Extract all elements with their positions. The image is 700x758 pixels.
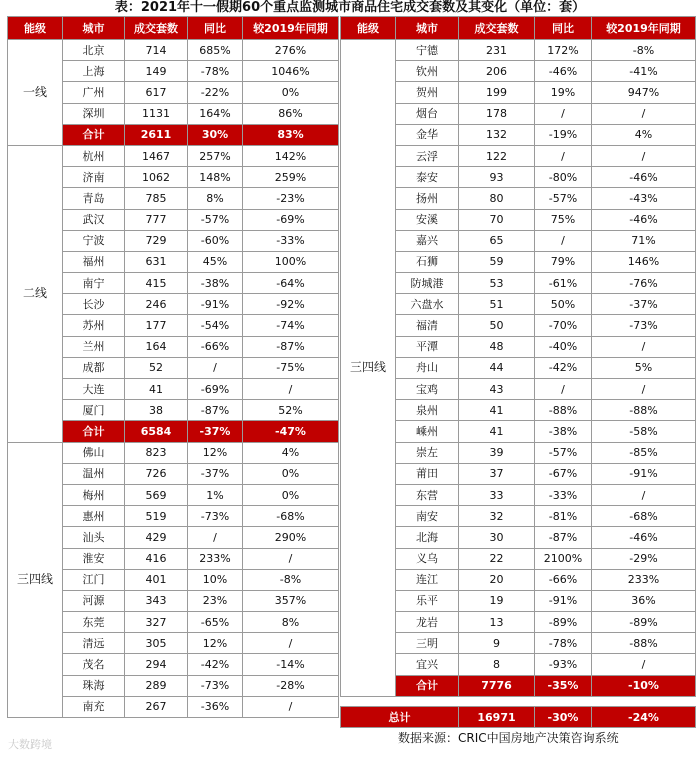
yoy-change: -87%	[535, 527, 592, 548]
city-name: 六盘水	[396, 294, 459, 315]
yoy-change: -80%	[535, 167, 592, 188]
deal-count: 177	[125, 315, 188, 336]
city-name: 扬州	[396, 188, 459, 209]
city-name: 连江	[396, 569, 459, 590]
city-name: 青岛	[63, 188, 125, 209]
vs-2019-change: 276%	[243, 40, 339, 61]
yoy-change: -67%	[535, 463, 592, 484]
city-name: 泉州	[396, 400, 459, 421]
deal-count: 38	[125, 400, 188, 421]
city-name: 龙岩	[396, 612, 459, 633]
vs-2019-change: 357%	[243, 590, 339, 611]
yoy-change: 257%	[188, 145, 243, 166]
city-name: 清远	[63, 633, 125, 654]
deal-count: 51	[459, 294, 535, 315]
yoy-change: /	[535, 230, 592, 251]
city-name: 南安	[396, 506, 459, 527]
city-name: 莆田	[396, 463, 459, 484]
deal-count: 1062	[125, 167, 188, 188]
vs-2019-change: -29%	[592, 548, 696, 569]
subtotal-vs-2019: 83%	[243, 124, 339, 145]
yoy-change: 19%	[535, 82, 592, 103]
header-yoy: 同比	[535, 17, 592, 40]
vs-2019-change: /	[243, 379, 339, 400]
deal-count: 30	[459, 527, 535, 548]
vs-2019-change: -37%	[592, 294, 696, 315]
deal-count: 416	[125, 548, 188, 569]
yoy-change: -87%	[188, 400, 243, 421]
city-name: 江门	[63, 569, 125, 590]
grand-total-yoy: -30%	[535, 707, 592, 728]
city-name: 惠州	[63, 506, 125, 527]
vs-2019-change: -88%	[592, 633, 696, 654]
deal-count: 164	[125, 336, 188, 357]
city-name: 大连	[63, 379, 125, 400]
vs-2019-change: /	[592, 379, 696, 400]
yoy-change: -46%	[535, 61, 592, 82]
tier-label: 二线	[8, 145, 63, 442]
yoy-change: -19%	[535, 124, 592, 145]
city-name: 兰州	[63, 336, 125, 357]
tier-label: 三四线	[8, 442, 63, 717]
vs-2019-change: 36%	[592, 590, 696, 611]
city-name: 宜兴	[396, 654, 459, 675]
vs-2019-change: 0%	[243, 484, 339, 505]
city-name: 茂名	[63, 654, 125, 675]
deal-count: 343	[125, 590, 188, 611]
yoy-change: -78%	[535, 633, 592, 654]
header-tier: 能级	[8, 17, 63, 40]
vs-2019-change: -41%	[592, 61, 696, 82]
city-name: 防城港	[396, 273, 459, 294]
table-row	[8, 145, 339, 166]
tier-label: 三四线	[341, 40, 396, 697]
deal-count: 305	[125, 633, 188, 654]
vs-2019-change: 52%	[243, 400, 339, 421]
yoy-change: -22%	[188, 82, 243, 103]
deal-count: 32	[459, 506, 535, 527]
subtotal-units: 6584	[125, 421, 188, 442]
vs-2019-change: -92%	[243, 294, 339, 315]
vs-2019-change: -46%	[592, 209, 696, 230]
vs-2019-change: -74%	[243, 315, 339, 336]
vs-2019-change: -91%	[592, 463, 696, 484]
city-name: 汕头	[63, 527, 125, 548]
table-title: 表：2021年十一假期60个重点监测城市商品住宅成交套数及其变化（单位：套）	[114, 0, 586, 15]
right-table	[340, 16, 696, 697]
yoy-change: -78%	[188, 61, 243, 82]
yoy-change: -57%	[535, 188, 592, 209]
subtotal-label: 合计	[63, 124, 125, 145]
header-vs-2019: 较2019年同期	[243, 17, 339, 40]
deal-count: 52	[125, 357, 188, 378]
city-name: 佛山	[63, 442, 125, 463]
deal-count: 41	[459, 421, 535, 442]
city-name: 宁德	[396, 40, 459, 61]
city-name: 金华	[396, 124, 459, 145]
yoy-change: 148%	[188, 167, 243, 188]
yoy-change: -91%	[188, 294, 243, 315]
yoy-change: -91%	[535, 590, 592, 611]
vs-2019-change: 1046%	[243, 61, 339, 82]
vs-2019-change: 4%	[592, 124, 696, 145]
city-name: 嵊州	[396, 421, 459, 442]
subtotal-yoy: -37%	[188, 421, 243, 442]
city-name: 厦门	[63, 400, 125, 421]
yoy-change: 2100%	[535, 548, 592, 569]
table-row	[8, 442, 339, 463]
deal-count: 294	[125, 654, 188, 675]
city-name: 义乌	[396, 548, 459, 569]
left-header-row	[8, 17, 339, 40]
grand-total-units: 16971	[459, 707, 535, 728]
yoy-change: 1%	[188, 484, 243, 505]
vs-2019-change: /	[243, 696, 339, 717]
yoy-change: /	[535, 145, 592, 166]
vs-2019-change: -43%	[592, 188, 696, 209]
left-table	[7, 16, 339, 718]
city-name: 杭州	[63, 145, 125, 166]
yoy-change: -66%	[535, 569, 592, 590]
city-name: 东营	[396, 484, 459, 505]
deal-count: 289	[125, 675, 188, 696]
yoy-change: -81%	[535, 506, 592, 527]
deal-count: 22	[459, 548, 535, 569]
city-name: 珠海	[63, 675, 125, 696]
yoy-change: /	[535, 103, 592, 124]
city-name: 济南	[63, 167, 125, 188]
subtotal-units: 2611	[125, 124, 188, 145]
subtotal-label: 合计	[63, 421, 125, 442]
deal-count: 41	[125, 379, 188, 400]
yoy-change: -66%	[188, 336, 243, 357]
deal-count: 327	[125, 612, 188, 633]
yoy-change: 10%	[188, 569, 243, 590]
deal-count: 80	[459, 188, 535, 209]
yoy-change: -57%	[188, 209, 243, 230]
grand-total-row	[341, 707, 696, 728]
deal-count: 9	[459, 633, 535, 654]
yoy-change: 8%	[188, 188, 243, 209]
vs-2019-change: -88%	[592, 400, 696, 421]
header-yoy: 同比	[188, 17, 243, 40]
city-name: 东莞	[63, 612, 125, 633]
deal-count: 415	[125, 273, 188, 294]
vs-2019-change: /	[592, 654, 696, 675]
deal-count: 631	[125, 251, 188, 272]
deal-count: 1467	[125, 145, 188, 166]
vs-2019-change: /	[592, 336, 696, 357]
yoy-change: 12%	[188, 442, 243, 463]
vs-2019-change: 146%	[592, 251, 696, 272]
yoy-change: -57%	[535, 442, 592, 463]
vs-2019-change: -87%	[243, 336, 339, 357]
watermark: 大数跨境	[8, 738, 52, 751]
yoy-change: -42%	[535, 357, 592, 378]
deal-count: 93	[459, 167, 535, 188]
yoy-change: -89%	[535, 612, 592, 633]
vs-2019-change: /	[243, 548, 339, 569]
vs-2019-change: -8%	[243, 569, 339, 590]
header-city: 城市	[396, 17, 459, 40]
deal-count: 519	[125, 506, 188, 527]
yoy-change: 233%	[188, 548, 243, 569]
city-name: 云浮	[396, 145, 459, 166]
vs-2019-change: -46%	[592, 167, 696, 188]
table-row	[341, 40, 696, 61]
deal-count: 569	[125, 484, 188, 505]
city-name: 广州	[63, 82, 125, 103]
yoy-change: /	[188, 527, 243, 548]
subtotal-label: 合计	[396, 675, 459, 696]
city-name: 石狮	[396, 251, 459, 272]
yoy-change: -54%	[188, 315, 243, 336]
deal-count: 178	[459, 103, 535, 124]
header-units: 成交套数	[459, 17, 535, 40]
vs-2019-change: -76%	[592, 273, 696, 294]
deal-count: 267	[125, 696, 188, 717]
subtotal-yoy: 30%	[188, 124, 243, 145]
deal-count: 19	[459, 590, 535, 611]
yoy-change: -69%	[188, 379, 243, 400]
tier-label: 一线	[8, 40, 63, 146]
yoy-change: -37%	[188, 463, 243, 484]
yoy-change: 685%	[188, 40, 243, 61]
deal-count: 13	[459, 612, 535, 633]
deal-count: 20	[459, 569, 535, 590]
city-name: 贺州	[396, 82, 459, 103]
yoy-change: /	[188, 357, 243, 378]
table-row	[8, 40, 339, 61]
vs-2019-change: -14%	[243, 654, 339, 675]
yoy-change: 45%	[188, 251, 243, 272]
city-name: 长沙	[63, 294, 125, 315]
city-name: 福州	[63, 251, 125, 272]
yoy-change: -60%	[188, 230, 243, 251]
city-name: 北京	[63, 40, 125, 61]
city-name: 上海	[63, 61, 125, 82]
yoy-change: -93%	[535, 654, 592, 675]
deal-count: 429	[125, 527, 188, 548]
deal-count: 1131	[125, 103, 188, 124]
vs-2019-change: -69%	[243, 209, 339, 230]
yoy-change: -88%	[535, 400, 592, 421]
vs-2019-change: 233%	[592, 569, 696, 590]
vs-2019-change: /	[592, 484, 696, 505]
subtotal-vs-2019: -10%	[592, 675, 696, 696]
city-name: 泰安	[396, 167, 459, 188]
vs-2019-change: -68%	[592, 506, 696, 527]
city-name: 河源	[63, 590, 125, 611]
grand-total-table	[340, 706, 696, 728]
subtotal-vs-2019: -47%	[243, 421, 339, 442]
vs-2019-change: 290%	[243, 527, 339, 548]
yoy-change: -36%	[188, 696, 243, 717]
vs-2019-change: /	[243, 633, 339, 654]
deal-count: 246	[125, 294, 188, 315]
deal-count: 33	[459, 484, 535, 505]
yoy-change: -65%	[188, 612, 243, 633]
city-name: 成都	[63, 357, 125, 378]
vs-2019-change: 0%	[243, 463, 339, 484]
deal-count: 44	[459, 357, 535, 378]
vs-2019-change: 947%	[592, 82, 696, 103]
vs-2019-change: -75%	[243, 357, 339, 378]
city-name: 苏州	[63, 315, 125, 336]
city-name: 钦州	[396, 61, 459, 82]
city-name: 温州	[63, 463, 125, 484]
vs-2019-change: -85%	[592, 442, 696, 463]
city-name: 平潭	[396, 336, 459, 357]
vs-2019-change: -23%	[243, 188, 339, 209]
vs-2019-change: 100%	[243, 251, 339, 272]
deal-count: 823	[125, 442, 188, 463]
city-name: 嘉兴	[396, 230, 459, 251]
deal-count: 206	[459, 61, 535, 82]
city-name: 宝鸡	[396, 379, 459, 400]
yoy-change: -33%	[535, 484, 592, 505]
city-name: 舟山	[396, 357, 459, 378]
yoy-change: -73%	[188, 506, 243, 527]
city-name: 梅州	[63, 484, 125, 505]
deal-count: 39	[459, 442, 535, 463]
deal-count: 48	[459, 336, 535, 357]
deal-count: 43	[459, 379, 535, 400]
deal-count: 122	[459, 145, 535, 166]
vs-2019-change: 86%	[243, 103, 339, 124]
vs-2019-change: 71%	[592, 230, 696, 251]
city-name: 深圳	[63, 103, 125, 124]
header-tier: 能级	[341, 17, 396, 40]
city-name: 崇左	[396, 442, 459, 463]
deal-count: 149	[125, 61, 188, 82]
vs-2019-change: -58%	[592, 421, 696, 442]
yoy-change: 50%	[535, 294, 592, 315]
city-name: 烟台	[396, 103, 459, 124]
deal-count: 37	[459, 463, 535, 484]
deal-count: 53	[459, 273, 535, 294]
deal-count: 199	[459, 82, 535, 103]
yoy-change: 12%	[188, 633, 243, 654]
city-name: 北海	[396, 527, 459, 548]
yoy-change: 164%	[188, 103, 243, 124]
vs-2019-change: 142%	[243, 145, 339, 166]
deal-count: 617	[125, 82, 188, 103]
yoy-change: 172%	[535, 40, 592, 61]
vs-2019-change: 0%	[243, 82, 339, 103]
vs-2019-change: /	[592, 145, 696, 166]
vs-2019-change: -33%	[243, 230, 339, 251]
city-name: 淮安	[63, 548, 125, 569]
yoy-change: -38%	[188, 273, 243, 294]
grand-total-label: 总计	[341, 707, 459, 728]
deal-count: 401	[125, 569, 188, 590]
city-name: 南充	[63, 696, 125, 717]
city-name: 三明	[396, 633, 459, 654]
vs-2019-change: 259%	[243, 167, 339, 188]
vs-2019-change: 8%	[243, 612, 339, 633]
yoy-change: -42%	[188, 654, 243, 675]
city-name: 福清	[396, 315, 459, 336]
data-source-note: 数据来源：CRIC中国房地产决策咨询系统	[398, 731, 619, 745]
grand-total-vs-2019: -24%	[592, 707, 696, 728]
city-name: 安溪	[396, 209, 459, 230]
deal-count: 777	[125, 209, 188, 230]
yoy-change: 79%	[535, 251, 592, 272]
deal-count: 231	[459, 40, 535, 61]
vs-2019-change: -46%	[592, 527, 696, 548]
vs-2019-change: -28%	[243, 675, 339, 696]
yoy-change: -70%	[535, 315, 592, 336]
header-vs-2019: 较2019年同期	[592, 17, 696, 40]
vs-2019-change: -64%	[243, 273, 339, 294]
city-name: 武汉	[63, 209, 125, 230]
city-name: 南宁	[63, 273, 125, 294]
vs-2019-change: -89%	[592, 612, 696, 633]
vs-2019-change: 4%	[243, 442, 339, 463]
yoy-change: -61%	[535, 273, 592, 294]
subtotal-units: 7776	[459, 675, 535, 696]
vs-2019-change: -73%	[592, 315, 696, 336]
yoy-change: -73%	[188, 675, 243, 696]
deal-count: 729	[125, 230, 188, 251]
deal-count: 59	[459, 251, 535, 272]
city-name: 乐平	[396, 590, 459, 611]
deal-count: 70	[459, 209, 535, 230]
vs-2019-change: -8%	[592, 40, 696, 61]
vs-2019-change: /	[592, 103, 696, 124]
yoy-change: -38%	[535, 421, 592, 442]
deal-count: 8	[459, 654, 535, 675]
yoy-change: 75%	[535, 209, 592, 230]
vs-2019-change: 5%	[592, 357, 696, 378]
header-units: 成交套数	[125, 17, 188, 40]
right-header-row	[341, 17, 696, 40]
deal-count: 50	[459, 315, 535, 336]
deal-count: 714	[125, 40, 188, 61]
yoy-change: /	[535, 379, 592, 400]
city-name: 宁波	[63, 230, 125, 251]
vs-2019-change: -68%	[243, 506, 339, 527]
deal-count: 132	[459, 124, 535, 145]
deal-count: 726	[125, 463, 188, 484]
yoy-change: 23%	[188, 590, 243, 611]
deal-count: 785	[125, 188, 188, 209]
deal-count: 65	[459, 230, 535, 251]
yoy-change: -40%	[535, 336, 592, 357]
subtotal-yoy: -35%	[535, 675, 592, 696]
header-city: 城市	[63, 17, 125, 40]
deal-count: 41	[459, 400, 535, 421]
